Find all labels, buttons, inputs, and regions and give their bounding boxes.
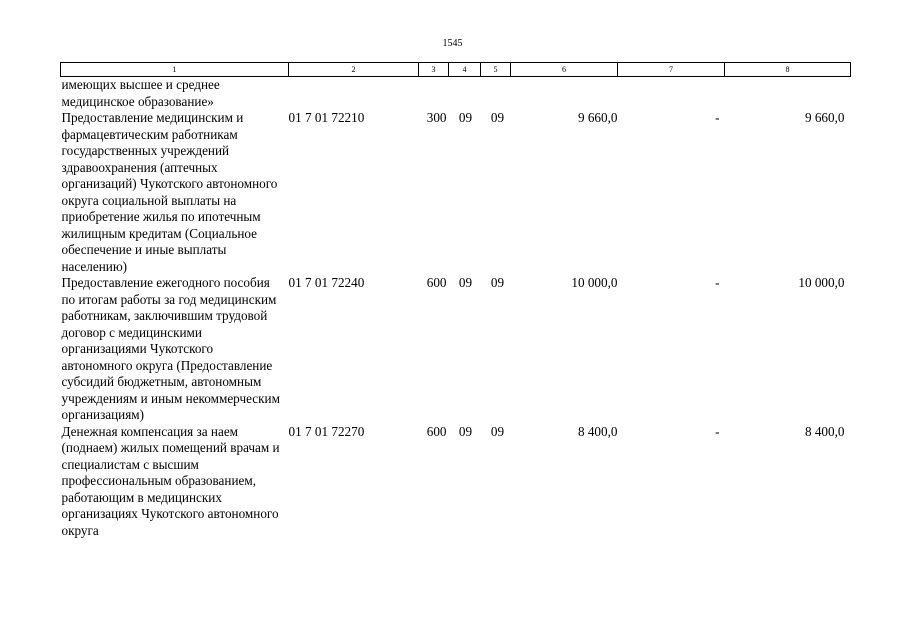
row-rz: 09 (458, 110, 473, 125)
row-amount-7: - (715, 275, 720, 290)
column-header: 5 (481, 63, 511, 77)
row-amount-8: 9 660,0 (804, 110, 845, 125)
row-name: Денежная компенсация за наем (поднаем) жилых помещений врачам и специалистам с высшим профессиональным образованием, работающим в медицинских организациях Чукотского автономного округа (61, 423, 280, 538)
column-header: 1 (61, 63, 289, 77)
row-rz: 09 (458, 423, 473, 439)
row-amount-6: 8 400,0 (577, 423, 618, 439)
row-name: Предоставление медицинским и фармацевтическим работникам государственных учреждений здравоохранения (аптечных организаций) Чукотского автономного округа социальной выплаты на приобретение жилья по ипотечным жилищным кредитам (Социальное обеспечение и иные выплаты населению) (61, 110, 278, 274)
row-amount-8: 8 400,0 (804, 423, 845, 439)
row-pr: 09 (490, 423, 505, 439)
row-name: Предоставление ежегодного пособия по итогам работы за год медицинским работникам, заключившим трудовой договор с медицинскими организациями Чукотского автономного округа (Предоставление субсидий бюджетным, автономным учреждениям и иным некоммерческим организациям) (61, 275, 280, 422)
row-amount-6: 10 000,0 (571, 275, 618, 290)
column-header: 6 (511, 63, 618, 77)
row-vr: 300 (426, 110, 447, 125)
row-amount-6: 9 660,0 (577, 110, 618, 125)
column-header: 2 (289, 63, 419, 77)
row-amount-8 (725, 77, 851, 111)
row-code: 01 7 01 72210 (288, 110, 365, 125)
table-row (61, 110, 851, 275)
row-amount-7: - (715, 110, 720, 125)
row-code: 01 7 01 72240 (288, 275, 365, 290)
table-row (61, 424, 851, 540)
row-rz (449, 77, 481, 111)
row-pr: 09 (490, 275, 505, 290)
row-vr: 600 (426, 275, 447, 290)
row-code (289, 77, 419, 111)
column-header: 3 (419, 63, 449, 77)
page-number: 1545 (442, 38, 463, 49)
table-header (61, 63, 851, 77)
row-amount-7 (618, 77, 725, 111)
row-vr (419, 77, 449, 111)
row-vr: 600 (426, 423, 447, 439)
row-rz: 09 (458, 275, 473, 290)
row-pr: 09 (490, 110, 505, 125)
row-amount-8: 10 000,0 (798, 275, 845, 290)
row-amount-7: - (715, 423, 720, 439)
table-row (61, 77, 851, 111)
row-amount-6 (511, 77, 618, 111)
column-header: 7 (618, 63, 725, 77)
column-header: 8 (725, 63, 851, 77)
row-pr (481, 77, 511, 111)
column-header: 4 (449, 63, 481, 77)
budget-table (60, 62, 851, 539)
row-code: 01 7 01 72270 (288, 423, 365, 439)
table-row (61, 275, 851, 424)
row-name: имеющих высшее и среднее медицинское образование» (61, 77, 220, 109)
